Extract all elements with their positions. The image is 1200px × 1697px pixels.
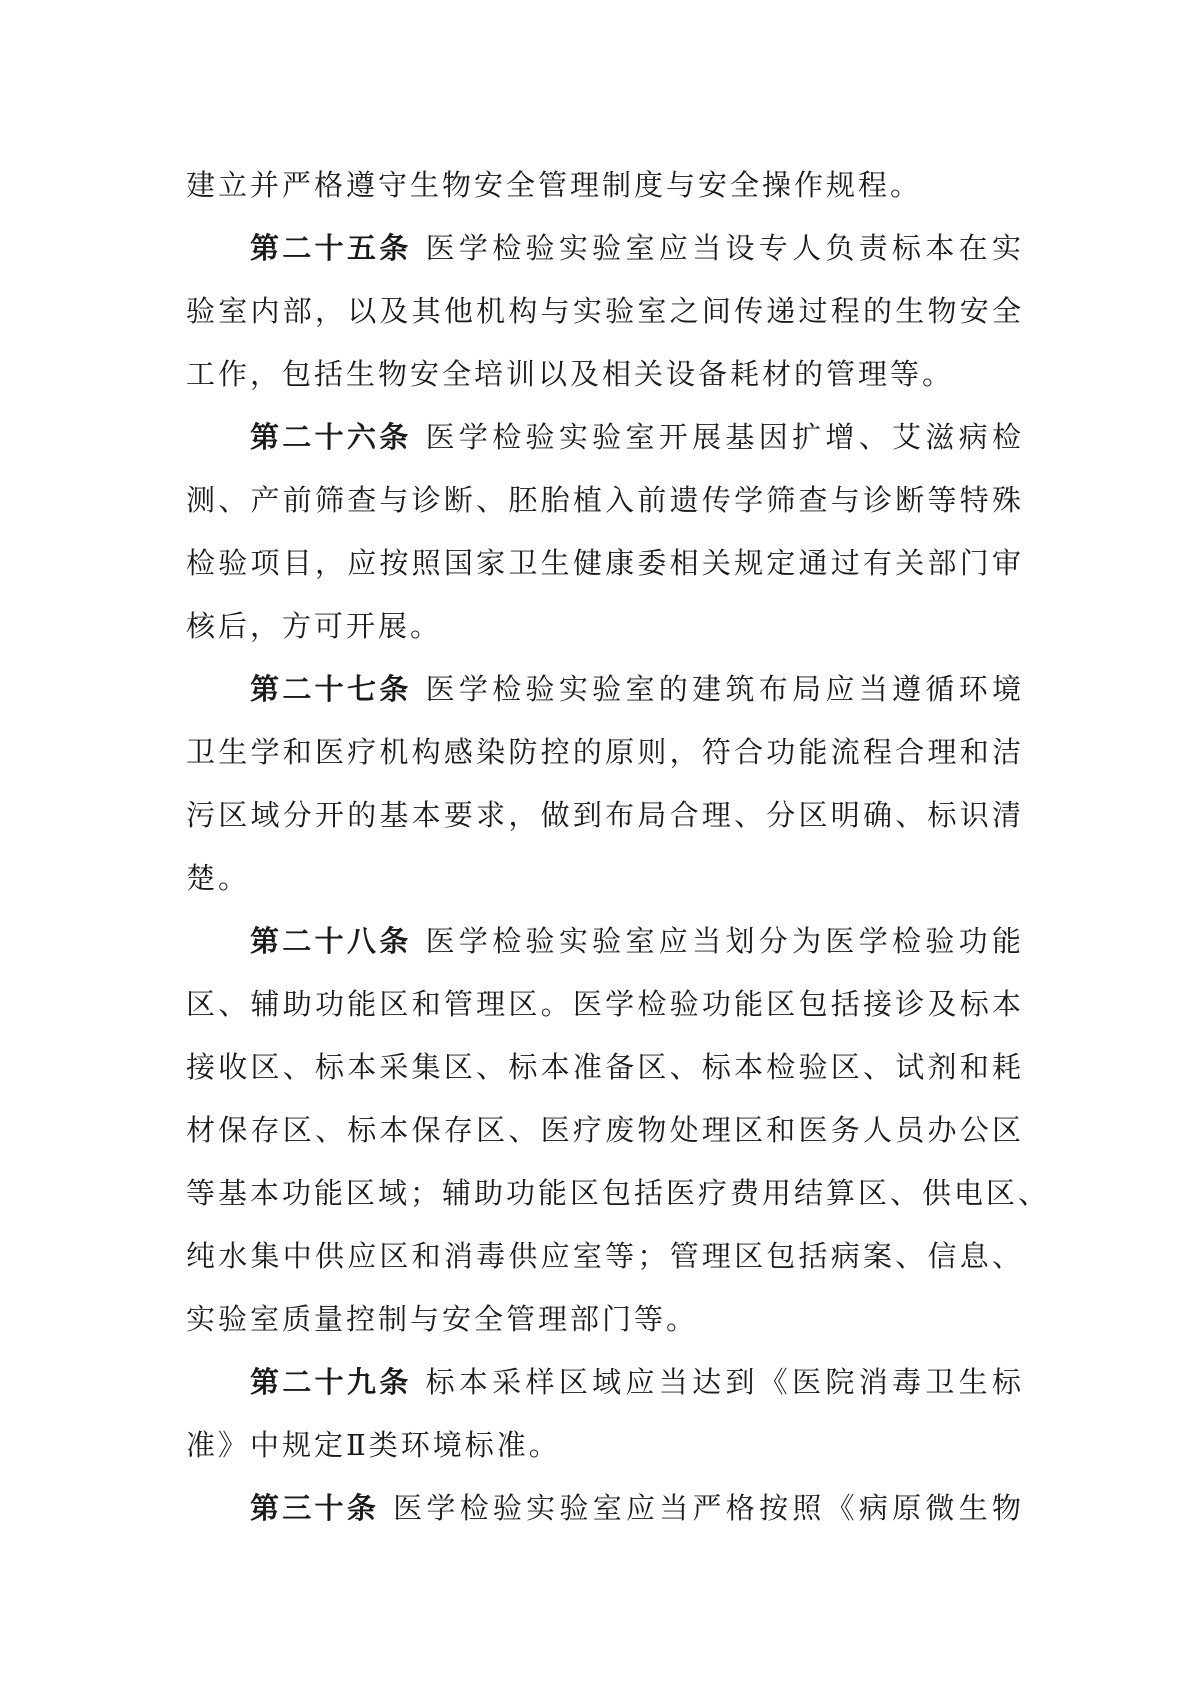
body-text: 工作，包括生物安全培训以及相关设备耗材的管理等。 <box>186 357 955 391</box>
article-heading: 第三十条 <box>250 1491 380 1525</box>
body-text: 建立并严格遵守生物安全管理制度与安全操作规程。 <box>186 168 923 202</box>
body-text: 区、辅助功能区和管理区。医学检验功能区包括接诊及标本 <box>186 987 1024 1021</box>
article-29-line <box>250 1350 1024 1414</box>
paragraph-line <box>186 342 954 406</box>
paragraph-line <box>186 153 922 217</box>
article-heading: 第二十五条 <box>250 231 412 265</box>
body-text: 准》中规定Ⅱ类环境标准。 <box>186 1428 561 1462</box>
body-text: 材保存区、标本保存区、医疗废物处理区和医务人员办公区 <box>186 1113 1024 1147</box>
body-text: 纯水集中供应区和消毒供应室等；管理区包括病案、信息、 <box>186 1239 1024 1273</box>
body-text: 卫生学和医疗机构感染防控的原则，符合功能流程合理和洁 <box>186 735 1024 769</box>
body-text: 标本采样区域应当达到《医院消毒卫生标 <box>425 1365 1024 1399</box>
paragraph-line <box>186 720 1024 784</box>
article-heading: 第二十七条 <box>250 672 412 706</box>
body-text: 楚。 <box>186 861 251 895</box>
article-heading: 第二十九条 <box>250 1365 412 1399</box>
body-text: 验室内部，以及其他机构与实验室之间传递过程的生物安全 <box>186 294 1024 328</box>
article-28-line <box>250 909 1024 973</box>
body-text: 污区域分开的基本要求，做到布局合理、分区明确、标识清 <box>186 798 1024 832</box>
paragraph-line <box>186 1035 1024 1099</box>
paragraph-line <box>186 468 1024 532</box>
body-text: 接收区、标本采集区、标本准备区、标本检验区、试剂和耗 <box>186 1050 1024 1084</box>
article-25-line <box>250 216 1024 280</box>
article-27-line <box>250 657 1024 721</box>
paragraph-line <box>186 846 250 910</box>
article-heading: 第二十八条 <box>250 924 412 958</box>
body-text: 等基本功能区域；辅助功能区包括医疗费用结算区、供电区、 <box>186 1176 1051 1210</box>
body-text: 医学检验实验室开展基因扩增、艾滋病检 <box>425 420 1024 454</box>
paragraph-line <box>186 1413 561 1477</box>
paragraph-line <box>186 1098 1024 1162</box>
body-text: 核后，方可开展。 <box>186 609 443 643</box>
body-text: 医学检验实验室应当设专人负责标本在实 <box>425 231 1024 265</box>
body-text: 检验项目，应按照国家卫生健康委相关规定通过有关部门审 <box>186 546 1024 580</box>
paragraph-line <box>186 279 1024 343</box>
paragraph-line <box>186 531 1024 595</box>
body-text: 测、产前筛查与诊断、胚胎植入前遗传学筛查与诊断等特殊 <box>186 483 1024 517</box>
paragraph-line <box>186 1287 698 1351</box>
body-text: 医学检验实验室应当划分为医学检验功能 <box>425 924 1024 958</box>
article-heading: 第二十六条 <box>250 420 412 454</box>
paragraph-line <box>186 1161 1051 1225</box>
article-26-line <box>250 405 1024 469</box>
paragraph-line <box>186 594 442 658</box>
body-text: 医学检验实验室的建筑布局应当遵循环境 <box>425 672 1024 706</box>
body-text: 医学检验实验室应当严格按照《病原微生物 <box>393 1491 1024 1525</box>
body-text: 实验室质量控制与安全管理部门等。 <box>186 1302 699 1336</box>
paragraph-line <box>186 972 1024 1036</box>
article-30-line <box>250 1476 1024 1540</box>
paragraph-line <box>186 1224 1024 1288</box>
paragraph-line <box>186 783 1024 847</box>
